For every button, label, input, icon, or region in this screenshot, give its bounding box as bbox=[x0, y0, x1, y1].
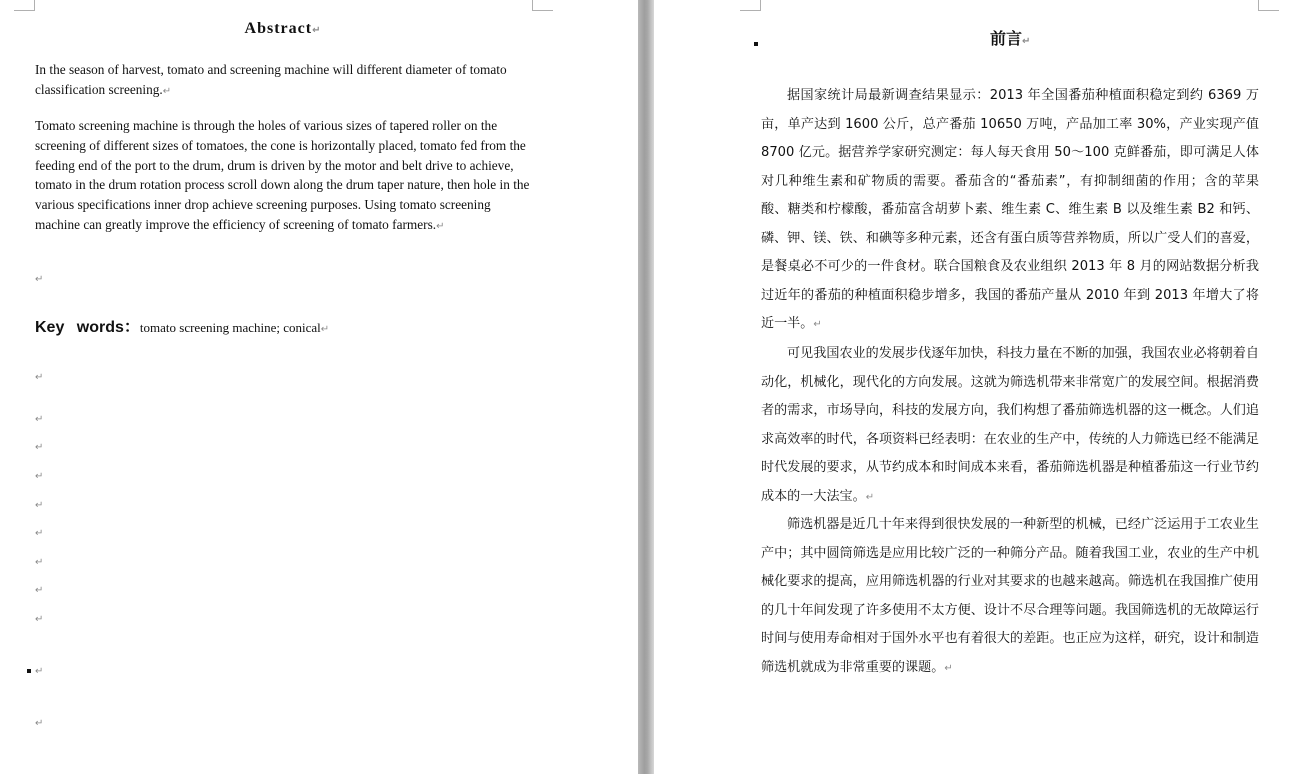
paragraph-bullet bbox=[27, 669, 31, 673]
paragraph-mark: ↵ bbox=[35, 500, 44, 511]
preface-paragraph-text: 据国家统计局最新调查结果显示：2013 年全国番茄种植面积稳定到约 6369 万亩，单产达到 1600 公斤，总产番茄 10650 万吨，产品加工率 30%，产业实现产值 8700 亿元。据营养学家研究测定：每人每天食用 50～100 克鲜番茄，即可满足人体对几种维生素和矿物质的需要。番茄含的“番茄素”，有抑制细菌的作用；含的苹果酸、糖类和柠檬酸，番茄富含胡萝卜素、维生素 C、维生素 B 以及维生素 B2 和钙、磷、钾、镁、铁、和碘等多种元素，还含有蛋白质等营养物质，所以广受人们的喜爱，是餐桌必不可少的一件食材。联合国粮食及农业组织 2013 年 8 月的网站数据分析我过近年的番茄的种植面积稳步增多，我国的番茄产量从 2010 年到 2013 年增大了将近一半。 bbox=[761, 88, 1259, 331]
paragraph-mark: ↵ bbox=[35, 442, 44, 453]
paragraph-mark: ↵ bbox=[162, 85, 172, 97]
keywords-label: Key words： bbox=[35, 319, 140, 336]
paragraph-mark: ↵ bbox=[813, 319, 822, 330]
preface-paragraph-text: 筛选机器是近几十年来得到很快发展的一种新型的机械，已经广泛运用于工农业生产中；其中圆筒筛选是应用比较广泛的一种筛分产品。随着我国工业，农业的生产中机械化要求的提高，应用筛选机器的行业对其要求的也越来越高。筛选机在我国推广使用的几十年间发现了许多使用不太方便、设计不尽合理等问题。我国筛选机的无故障运行时间与使用寿命相对于国外水平也有着很大的差距。也正应为这样，研究，设计和制造筛选机就成为非常重要的课题。 bbox=[761, 517, 1259, 675]
abstract-paragraph-text: In the season of harvest, tomato and screening machine will different diameter of tomato classification screening. bbox=[35, 62, 507, 97]
preface-paragraph[interactable] bbox=[761, 511, 1259, 683]
abstract-paragraph[interactable] bbox=[35, 116, 535, 237]
preface-title-text: 前言 bbox=[990, 29, 1023, 48]
paragraph-mark: ↵ bbox=[35, 471, 44, 482]
paragraph-mark: ↵ bbox=[35, 557, 44, 568]
paragraph-mark: ↵ bbox=[944, 662, 953, 674]
paragraph-mark: ↵ bbox=[35, 372, 44, 383]
crop-mark bbox=[14, 0, 35, 11]
preface-paragraph[interactable] bbox=[761, 82, 1259, 340]
abstract-title-text: Abstract bbox=[244, 20, 313, 37]
abstract-paragraph[interactable] bbox=[35, 60, 535, 102]
paragraph-bullet bbox=[754, 42, 758, 46]
paragraph-mark: ↵ bbox=[865, 491, 875, 503]
paragraph-mark: ↵ bbox=[436, 220, 445, 232]
crop-mark bbox=[740, 0, 761, 11]
keywords-value: tomato screening machine; conical bbox=[139, 320, 321, 335]
paragraph-mark: ↵ bbox=[1022, 36, 1031, 47]
crop-mark bbox=[532, 0, 553, 11]
paragraph-mark: ↵ bbox=[35, 528, 44, 539]
preface-paragraph[interactable] bbox=[761, 340, 1259, 512]
paragraph-mark: ↵ bbox=[35, 585, 44, 596]
paragraph-mark: ↵ bbox=[35, 414, 44, 425]
paragraph-mark: ↵ bbox=[35, 718, 44, 729]
keywords-line[interactable] bbox=[35, 314, 329, 337]
abstract-heading[interactable] bbox=[0, 20, 566, 38]
preface-paragraph-text: 可见我国农业的发展步伐逐年加快，科技力量在不断的加强，我国农业必将朝着自动化，机械化，现代化的方向发展。这就为筛选机带来非常宽广的发展空间。根据消费者的需求，市场导向，科技的发展方向，我们构想了番茄筛选机器的这一概念。人们追求高效率的时代，各项资料已经表明：在农业的生产中，传统的人力筛选已经不能满足时代发展的要求，从节约成本和时间成本来看，番茄筛选机器是种植番茄这一行业节约成本的一大法宝。 bbox=[761, 346, 1259, 504]
page-gutter bbox=[638, 0, 654, 774]
paragraph-mark: ↵ bbox=[320, 324, 330, 335]
crop-mark bbox=[1258, 0, 1279, 11]
paragraph-mark: ↵ bbox=[312, 25, 322, 36]
paragraph-mark: ↵ bbox=[35, 614, 44, 625]
preface-heading[interactable] bbox=[990, 26, 1030, 49]
abstract-paragraph-text: Tomato screening machine is through the holes of various sizes of tapered roller on the screening of different sizes of tomatoes, the cone is horizontally placed, tomato fed from the feeding end of the port to the drum, drum is driven by the motor and belt drive to achieve, tomato in the drum rotation process scroll down along the drum taper nature, then hole in the various specifications inner drop achieve screening purposes. Using tomato screening machine can greatly improve the efficiency of screening of tomato farmers. bbox=[35, 118, 530, 232]
paragraph-mark: ↵ bbox=[35, 666, 44, 677]
paragraph-mark: ↵ bbox=[35, 274, 44, 285]
